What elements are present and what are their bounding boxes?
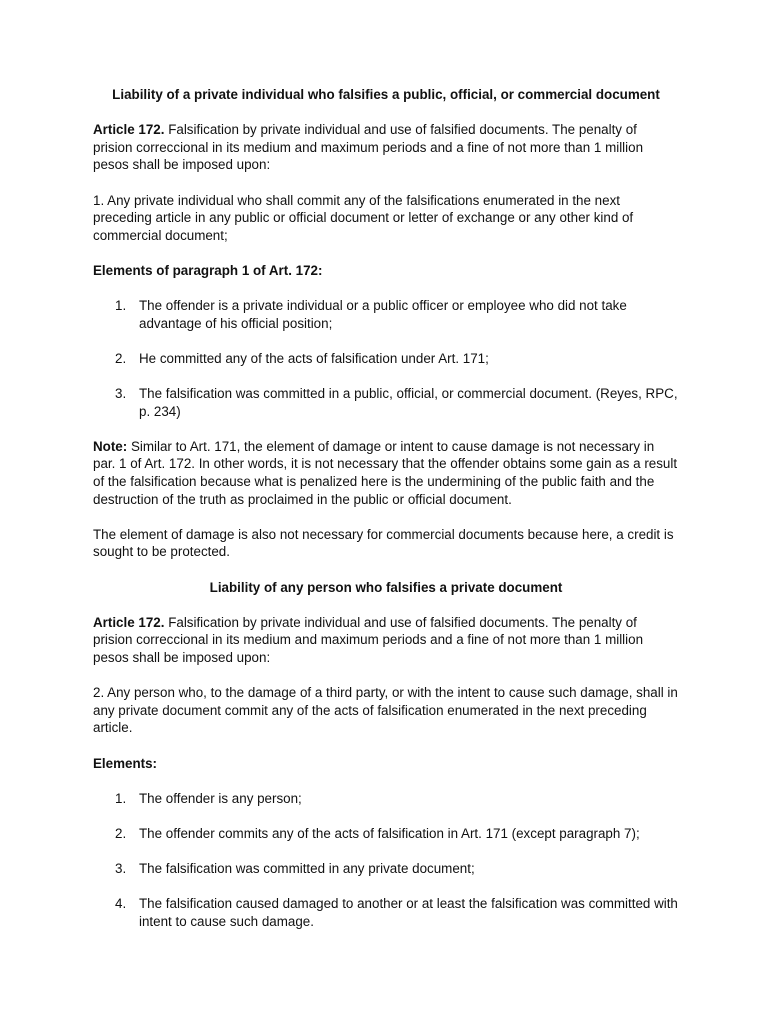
section1-paragraph-1: 1. Any private individual who shall commit any of the falsifications enumerated in the next preceding article in any public or official document or letter of exchange or any other kind of commercial document; bbox=[93, 192, 634, 243]
list-item bbox=[93, 385, 679, 420]
section2-elements-list bbox=[93, 790, 679, 931]
list-number: 2. bbox=[115, 350, 127, 366]
article-label: Article 172. bbox=[93, 122, 165, 138]
section1-article-paragraph bbox=[93, 121, 679, 174]
document-content bbox=[93, 86, 679, 931]
list-item bbox=[93, 297, 679, 332]
section1-elements-heading: Elements of paragraph 1 of Art. 172: bbox=[93, 262, 323, 278]
note-text: Similar to Art. 171, the element of damage or intent to cause damage is not necessary in par. 1 of Art. 172. In other words, it is not necessary that the offender obtains some gain as a result of the falsification because what is penalized here is the undermining of the public faith and the destruction of the truth as proclaimed in the public or official document. bbox=[93, 438, 678, 507]
damage-paragraph: The element of damage is also not necessary for commercial documents because here, a credit is sought to be protected. bbox=[93, 526, 674, 560]
list-item bbox=[93, 350, 679, 368]
article-label: Article 172. bbox=[93, 614, 165, 630]
list-number: 2. bbox=[115, 825, 127, 841]
list-number: 1. bbox=[115, 298, 127, 314]
list-number: 3. bbox=[115, 861, 127, 877]
article-text: Falsification by private individual and use of falsified documents. The penalty of prision correccional in its medium and maximum periods and a fine of not more than 1 million pesos shall be imposed upon: bbox=[93, 614, 644, 665]
section1-heading: Liability of a private individual who falsifies a public, official, or commercial document bbox=[112, 87, 660, 102]
list-item bbox=[93, 895, 679, 930]
note-label: Note: bbox=[93, 438, 128, 454]
list-text: The offender is a private individual or a public officer or employee who did not take advantage of his official position; bbox=[139, 298, 627, 331]
list-number: 4. bbox=[115, 896, 127, 912]
list-text: The falsification was committed in a public, official, or commercial document. (Reyes, RPC, p. 234) bbox=[139, 386, 678, 419]
section2-elements-heading: Elements: bbox=[93, 755, 157, 771]
section2-heading: Liability of any person who falsifies a private document bbox=[209, 579, 563, 595]
list-item bbox=[93, 860, 679, 878]
section2-paragraph-2: 2. Any person who, to the damage of a third party, or with the intent to cause such damage, shall in any private document commit any of the acts of falsification enumerated in the next preceding article. bbox=[93, 685, 678, 736]
list-number: 3. bbox=[115, 386, 127, 402]
list-text: The offender commits any of the acts of falsification in Art. 171 (except paragraph 7); bbox=[139, 825, 640, 841]
list-text: The falsification caused damaged to another or at least the falsification was committed with intent to cause such damage. bbox=[139, 896, 678, 929]
note-paragraph bbox=[93, 438, 679, 508]
list-text: The offender is any person; bbox=[139, 790, 302, 806]
list-text: The falsification was committed in any private document; bbox=[139, 861, 475, 877]
list-text: He committed any of the acts of falsification under Art. 171; bbox=[139, 350, 489, 366]
section1-elements-list bbox=[93, 297, 679, 420]
section2-article-paragraph bbox=[93, 614, 679, 667]
article-text: Falsification by private individual and use of falsified documents. The penalty of prision correccional in its medium and maximum periods and a fine of not more than 1 million pesos shall be imposed upon: bbox=[93, 122, 644, 173]
list-item bbox=[93, 825, 679, 843]
list-number: 1. bbox=[115, 790, 127, 806]
list-item bbox=[93, 790, 679, 808]
